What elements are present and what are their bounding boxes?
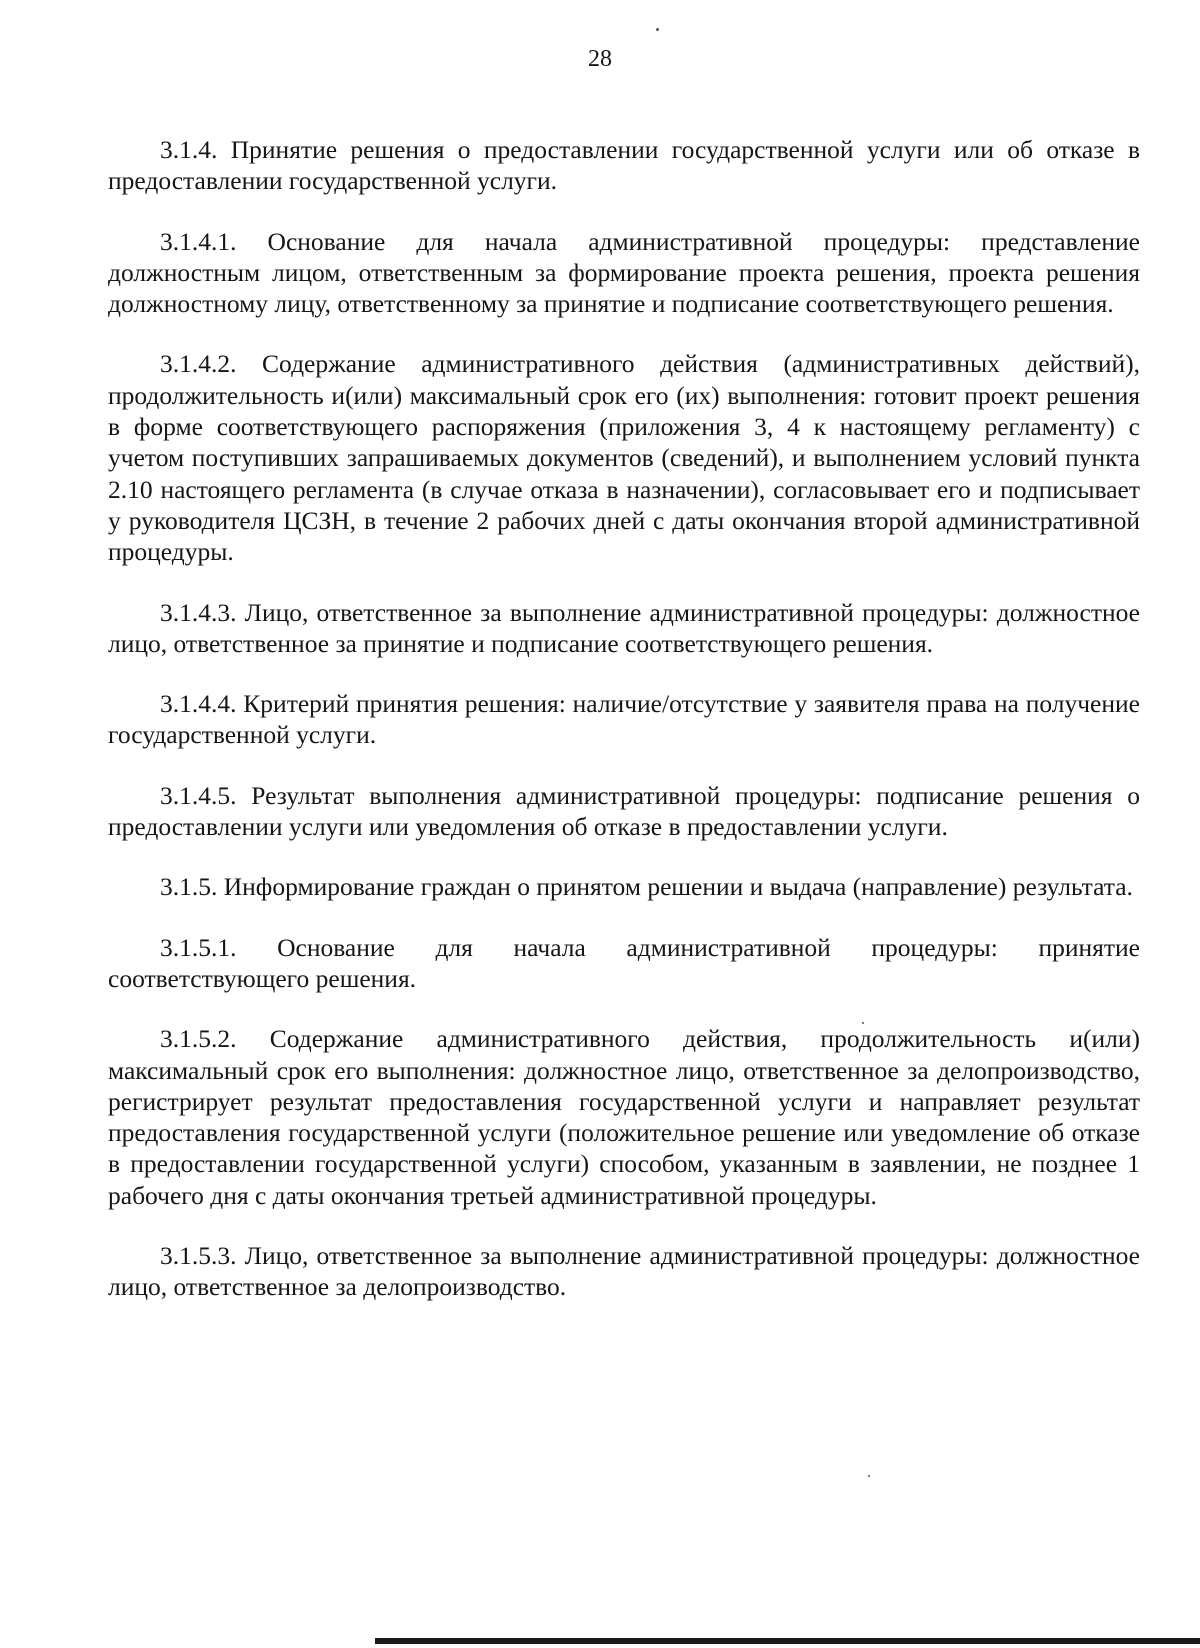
scan-speck: [868, 1475, 870, 1477]
scan-speck: [862, 1022, 864, 1024]
paragraph-3-1-4-2: 3.1.4.2. Содержание административного действия (административных действий), продолжительность и(или) максимальный срок его (их) выполнения: готовит проект решения в форме соответствующего распоряжения (приложения 3, 4 к настоящему регламенту) с учетом поступивших запрашиваемых документов (сведений), и выполнением условий пункта 2.10 настоящего регламента (в случае отказа в назначении), согласовывает его и подписывает у руководителя ЦСЗН, в течение 2 рабочих дней с даты окончания второй административной процедуры.: [108, 349, 1140, 567]
paragraph-3-1-5: 3.1.5. Информирование граждан о принятом решении и выдача (направление) результата.: [160, 872, 1133, 902]
bottom-scan-edge: [375, 1638, 1200, 1644]
paragraph-3-1-4-5: 3.1.4.5. Результат выполнения административной процедуры: подписание решения о предоставлении услуги или уведомления об отказе в предоставлении услуги.: [108, 780, 1140, 842]
scan-speck: [656, 28, 659, 31]
paragraph-3-1-4-4: 3.1.4.4. Критерий принятия решения: наличие/отсутствие у заявителя права на получение государственной услуги.: [108, 689, 1140, 750]
paragraph-3-1-5-2: 3.1.5.2. Содержание административного действия, продолжительность и(или) максимальный срок его выполнения: должностное лицо, ответственное за делопроизводство, регистрирует результат предоставления государственной услуги и направляет результат предоставления государственной услуги (положительное решение или уведомление об отказе в предоставлении государственной услуги) способом, указанным в заявлении, не позднее 1 рабочего дня с даты окончания третьей административной процедуры.: [108, 1024, 1140, 1210]
page-number: 28: [588, 46, 612, 72]
document-body: [108, 134, 1140, 1332]
paragraph-3-1-4-3: 3.1.4.3. Лицо, ответственное за выполнение административной процедуры: должностное лицо, ответственное за принятие и подписание соответствующего решения.: [108, 597, 1140, 658]
paragraph-3-1-4-1: 3.1.4.1. Основание для начала административной процедуры: представление должностным лицом, ответственным за формирование проекта решения, проекта решения должностному лицу, ответственному за принятие и подписание соответствующего решения.: [108, 226, 1140, 319]
paragraph-3-1-5-3: 3.1.5.3. Лицо, ответственное за выполнение административной процедуры: должностное лицо, ответственное за делопроизводство.: [108, 1241, 1140, 1302]
paragraph-3-1-5-1: 3.1.5.1. Основание для начала административной процедуры: принятие соответствующего решения.: [108, 932, 1140, 993]
paragraph-3-1-4: 3.1.4. Принятие решения о предоставлении государственной услуги или об отказе в предоставлении государственной услуги.: [108, 135, 1140, 196]
